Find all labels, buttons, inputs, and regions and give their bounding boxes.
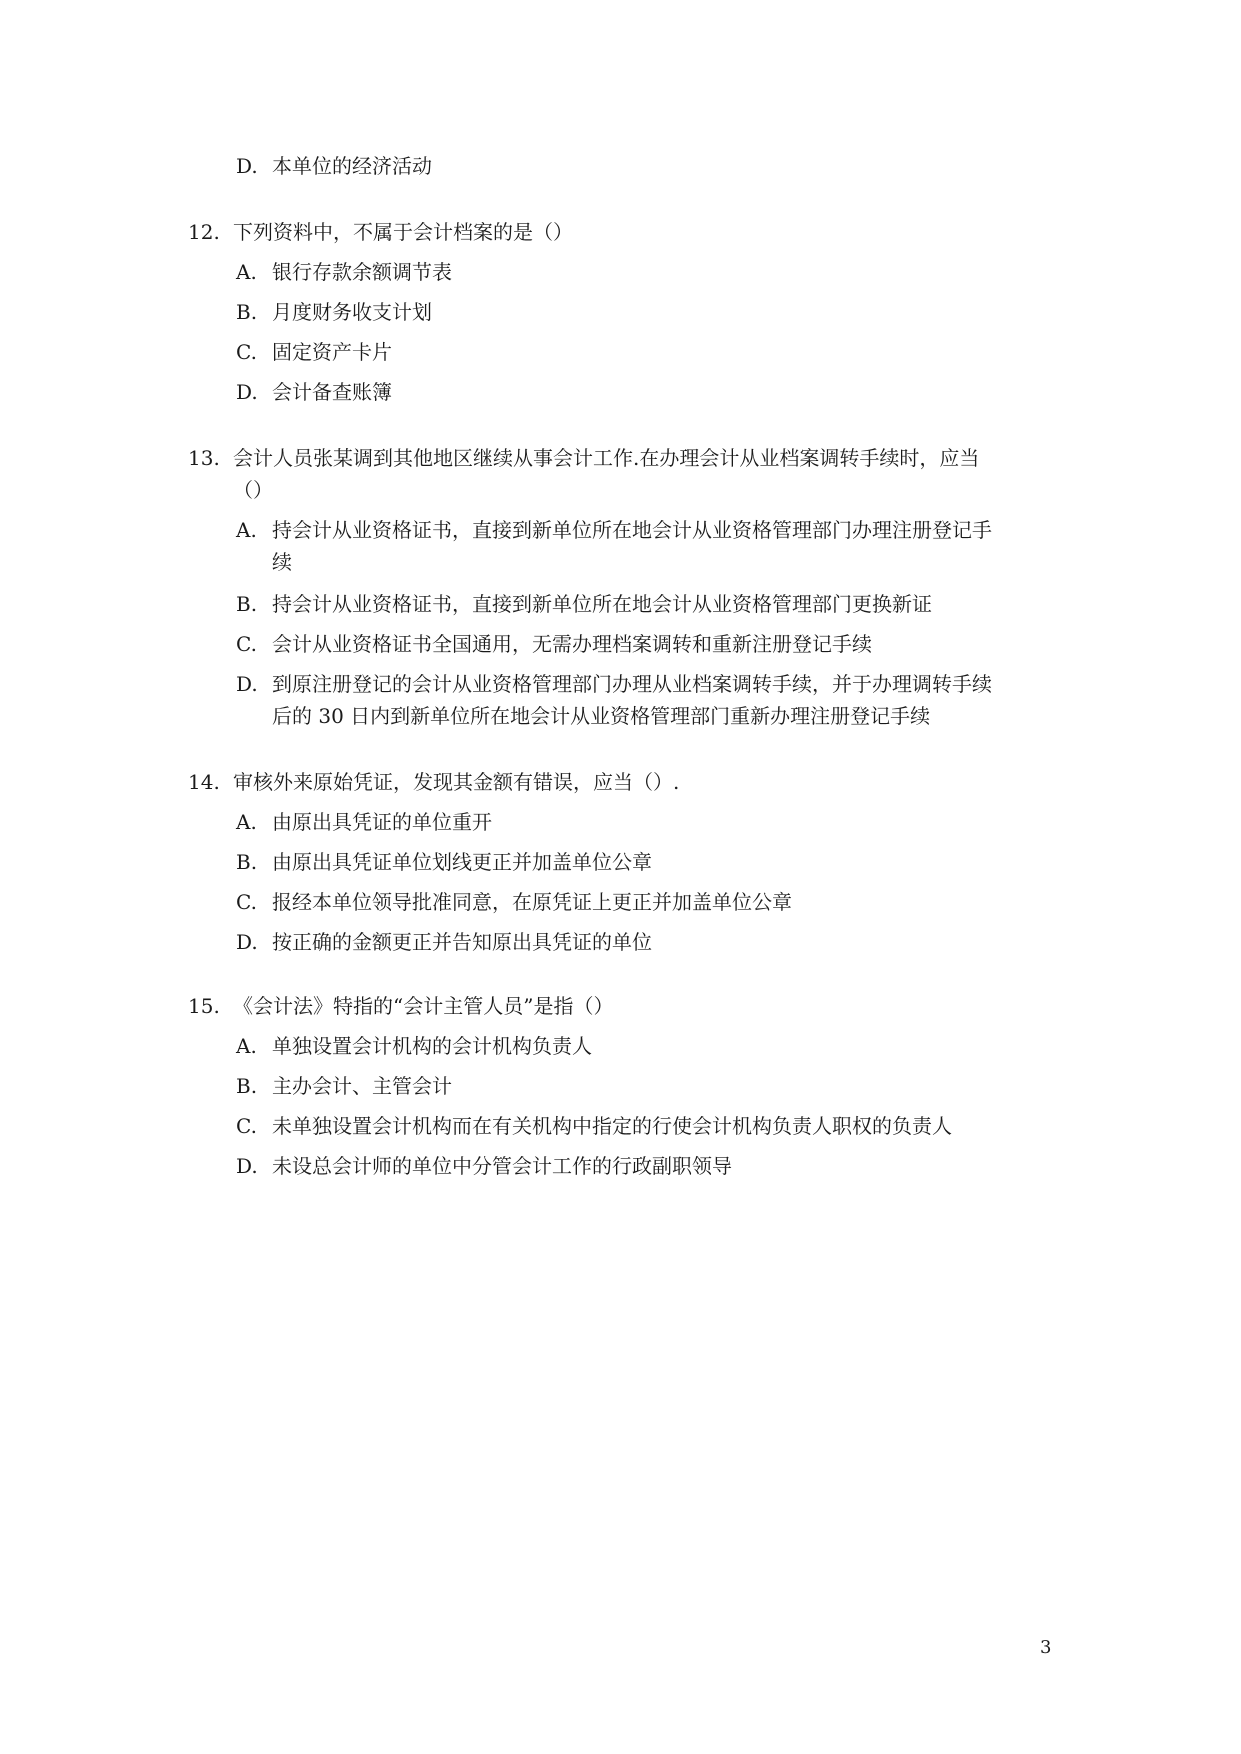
option-letter: D. xyxy=(236,672,258,696)
option-letter: D. xyxy=(236,1154,258,1178)
option-letter: D. xyxy=(236,380,258,404)
option-text: 由原出具凭证单位划线更正并加盖单位公章 xyxy=(272,850,652,874)
option-text: 按正确的金额更正并告知原出具凭证的单位 xyxy=(272,930,652,954)
option-letter: B. xyxy=(236,850,258,874)
option-letter: B. xyxy=(236,1074,258,1098)
option-text: 未单独设置会计机构而在有关机构中指定的行使会计机构负责人职权的负责人 xyxy=(272,1114,952,1138)
option-text: 持会计从业资格证书，直接到新单位所在地会计从业资格管理部门更换新证 xyxy=(272,592,932,616)
option-text: 主办会计、主管会计 xyxy=(272,1074,452,1098)
option-letter: A. xyxy=(236,1034,257,1058)
option-text: 会计从业资格证书全国通用，无需办理档案调转和重新注册登记手续 xyxy=(272,632,872,656)
option-letter: B. xyxy=(236,300,258,324)
question-text: 审核外来原始凭证，发现其金额有错误，应当（）. xyxy=(233,770,680,794)
option-letter: C. xyxy=(236,890,257,914)
option-letter: B. xyxy=(236,592,258,616)
option-text: 单独设置会计机构的会计机构负责人 xyxy=(272,1034,592,1058)
option-letter: A. xyxy=(236,810,257,834)
option-text: 月度财务收支计划 xyxy=(272,300,432,324)
option-text-continuation: 后的 30 日内到新单位所在地会计从业资格管理部门重新办理注册登记手续 xyxy=(272,704,931,728)
option-letter: C. xyxy=(236,1114,257,1138)
option-text: 未设总会计师的单位中分管会计工作的行政副职领导 xyxy=(272,1154,732,1178)
option-text: 报经本单位领导批准同意，在原凭证上更正并加盖单位公章 xyxy=(272,890,792,914)
option-letter: D. xyxy=(236,930,258,954)
question-number: 13. xyxy=(188,446,220,470)
option-text: 固定资产卡片 xyxy=(272,340,392,364)
option-text: 持会计从业资格证书，直接到新单位所在地会计从业资格管理部门办理注册登记手 xyxy=(272,518,992,542)
question-number: 14. xyxy=(188,770,220,794)
question-text-continuation: （） xyxy=(233,478,273,502)
question-text: 会计人员张某调到其他地区继续从事会计工作.在办理会计从业档案调转手续时，应当 xyxy=(233,446,980,470)
option-text-continuation: 续 xyxy=(272,550,292,574)
option-letter: C. xyxy=(236,632,257,656)
option-text: 到原注册登记的会计从业资格管理部门办理从业档案调转手续，并于办理调转手续 xyxy=(272,672,992,696)
question-number: 15. xyxy=(188,994,220,1018)
question-text: 《会计法》特指的“会计主管人员”是指（） xyxy=(233,994,614,1018)
option-letter: A. xyxy=(236,518,257,542)
option-letter: A. xyxy=(236,260,257,284)
option-text: 会计备查账簿 xyxy=(272,380,392,404)
carry-over-option-text: 本单位的经济活动 xyxy=(272,154,432,178)
question-number: 12. xyxy=(188,220,220,244)
option-text: 由原出具凭证的单位重开 xyxy=(272,810,492,834)
carry-over-option-letter: D. xyxy=(236,154,258,178)
page-number: 3 xyxy=(1040,1637,1052,1658)
option-text: 银行存款余额调节表 xyxy=(272,260,452,284)
option-letter: C. xyxy=(236,340,257,364)
question-text: 下列资料中，不属于会计档案的是（） xyxy=(233,220,573,244)
